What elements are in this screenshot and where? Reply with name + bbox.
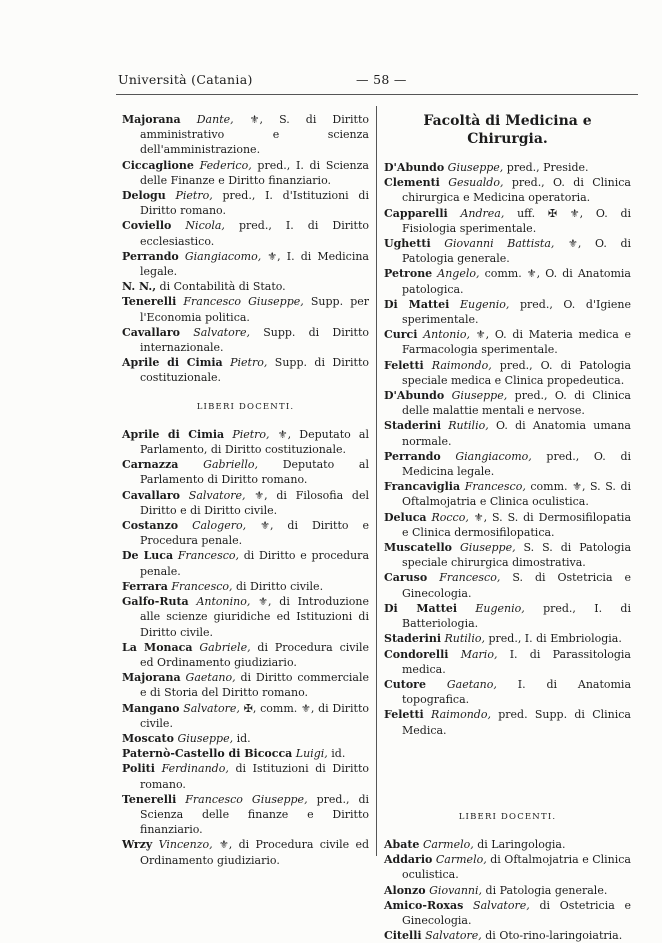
list-item xyxy=(384,631,631,646)
entry-description: pred., O. di Medicina legale. xyxy=(402,449,632,479)
left-docenti-list xyxy=(122,427,369,868)
person-surname: Ferrara xyxy=(122,579,168,593)
person-given-name: Rutilio, xyxy=(448,419,489,433)
person-given-name: Eugenio, xyxy=(475,601,525,615)
list-item xyxy=(122,579,369,594)
left-section-title: LIBERI DOCENTI. xyxy=(196,401,295,412)
entry-description: pred., O. di Clinica chirurgica e Medicina operatoria. xyxy=(402,176,631,205)
entry-description: pred. Supp. di Clinica Medica. xyxy=(402,708,631,737)
entry-description: ⚜, Deputato al Parlamento, di Diritto costituzionale. xyxy=(140,427,369,457)
person-surname: Galfo-Ruta xyxy=(122,595,189,609)
person-given-name: Luigi, xyxy=(295,747,328,761)
person-given-name: Giangiacomo, xyxy=(455,449,532,463)
person-given-name: Francesco, xyxy=(464,480,526,494)
person-surname: De Luca xyxy=(122,549,174,563)
list-item xyxy=(122,188,369,218)
entry-description: ⚜, di Diritto e Procedura penale. xyxy=(140,519,370,548)
person-surname: Di Mattei xyxy=(384,601,458,615)
person-given-name: Salvatore, xyxy=(425,929,482,943)
person-given-name: Francesco, xyxy=(177,549,239,563)
person-surname: Paternò-Castello di Bicocca xyxy=(122,747,293,761)
list-item xyxy=(384,601,631,631)
person-surname: Majorana xyxy=(122,113,181,126)
entry-description: pred., I. di Diritto ecclesiastico. xyxy=(140,219,369,248)
entry-description: ⚜, O. di Materia medica e Farmacologia sperimentale. xyxy=(402,328,631,357)
person-given-name: Rutilio, xyxy=(444,632,485,646)
list-item xyxy=(384,898,631,928)
left-column xyxy=(122,112,369,868)
entry-description: ⚜, I. di Medicina legale. xyxy=(140,249,369,279)
list-item xyxy=(122,761,369,791)
list-item xyxy=(384,449,631,479)
person-given-name: Francesco, xyxy=(171,579,233,593)
column-divider xyxy=(376,106,377,856)
person-given-name: Antonino, xyxy=(196,595,251,609)
person-given-name: Pietro, xyxy=(175,189,213,203)
person-given-name: Dante, xyxy=(196,113,234,126)
person-given-name: Calogero, xyxy=(192,519,247,533)
list-item xyxy=(384,327,631,357)
person-given-name: Carmelo, xyxy=(422,837,474,851)
person-given-name: Giuseppe, xyxy=(459,541,516,555)
person-surname: Capparelli xyxy=(384,206,448,220)
person-surname: Feletti xyxy=(384,708,424,722)
person-given-name: Giovanni, xyxy=(429,883,483,897)
header-rule xyxy=(116,94,638,95)
person-surname: Feletti xyxy=(384,358,424,372)
list-item xyxy=(122,427,369,457)
list-item xyxy=(122,701,369,731)
entry-description: pred., I. di Batteriologia. xyxy=(402,601,631,631)
list-item xyxy=(384,852,631,882)
person-surname: Petrone xyxy=(384,267,433,281)
person-surname: Clementi xyxy=(384,176,440,190)
list-item xyxy=(384,388,631,418)
entry-description: di Diritto e procedura penale. xyxy=(140,549,370,578)
person-surname: D'Abundo xyxy=(384,389,445,403)
list-item xyxy=(122,640,369,670)
list-item xyxy=(122,792,369,838)
person-surname: Staderini xyxy=(384,419,441,433)
person-surname: Addario xyxy=(384,853,433,867)
entry-description: Supp. di Diritto costituzionale. xyxy=(140,356,369,385)
person-given-name: Vincenzo, xyxy=(158,838,213,852)
person-surname: Aprile di Cimia xyxy=(122,427,225,441)
person-surname: Di Mattei xyxy=(384,297,450,311)
person-surname: Cutore xyxy=(384,677,426,691)
person-surname: La Monaca xyxy=(122,640,193,654)
entry-description: Supp. per l'Economia politica. xyxy=(140,295,370,324)
person-given-name: Giuseppe, xyxy=(447,161,504,174)
person-given-name: Raimondo, xyxy=(431,708,491,722)
person-given-name: Salvatore, xyxy=(193,325,250,339)
list-item xyxy=(384,297,631,327)
person-surname: Politi xyxy=(122,762,155,776)
entry-description: di Ostetricia e Ginecologia. xyxy=(402,898,632,927)
person-surname: Delucа xyxy=(384,510,427,524)
entry-description: pred., I. di Embriologia. xyxy=(484,632,622,646)
person-given-name: Ferdinando, xyxy=(161,762,229,776)
entry-description: Supp. di Diritto internazionale. xyxy=(140,325,369,355)
entry-description: pred., O. di Clinica delle malattie mentali e nervose. xyxy=(402,389,631,418)
entry-description: di Laringologia. xyxy=(473,837,566,851)
person-surname: Ughetti xyxy=(384,237,431,251)
list-item xyxy=(122,457,369,487)
person-given-name: Mario, xyxy=(460,647,498,661)
person-given-name: Francesco, xyxy=(439,571,501,585)
entry-description: ⚜, S. di Diritto amministrativo e scienza dell'amministrazione. xyxy=(140,113,369,157)
list-item xyxy=(384,928,631,943)
entry-description: ⚜, di Procedura civile ed Ordinamento giudiziario. xyxy=(140,838,369,867)
faculty-title: Facoltà di Medicina e Chirurgia. xyxy=(423,113,592,147)
person-surname: Muscatello xyxy=(384,541,452,555)
list-item xyxy=(122,294,369,324)
list-item xyxy=(384,418,631,448)
entry-description: pred., I. d'Istituzioni di Diritto romano. xyxy=(140,189,369,218)
person-given-name: Pietro, xyxy=(230,356,268,370)
list-item xyxy=(384,707,631,737)
person-given-name: Angelo, xyxy=(437,267,480,281)
person-given-name: Salvatore, xyxy=(473,898,530,912)
entry-description: ⚜, O. di Patologia generale. xyxy=(402,237,631,266)
list-item xyxy=(384,479,631,509)
person-surname: Majorana xyxy=(122,671,181,685)
person-given-name: Gesualdo, xyxy=(448,176,504,190)
person-surname: N. N., xyxy=(122,280,157,294)
entry-description: di Oftalmojatria e Clinica oculistica. xyxy=(402,853,631,882)
entry-description: pred., O. d'Igiene sperimentale. xyxy=(402,297,631,327)
entry-description: di Procedura civile ed Ordinamento giudiziario. xyxy=(140,640,370,669)
list-item xyxy=(384,570,631,600)
person-surname: Tenerelli xyxy=(122,295,177,309)
entry-description: pred., di Scienza delle finanze e Diritto finanziario. xyxy=(140,792,370,837)
entry-description: O. di Anatomia umana normale. xyxy=(402,419,631,448)
list-item xyxy=(384,358,631,388)
list-item xyxy=(122,112,369,158)
person-given-name: Francesco Giuseppe, xyxy=(185,792,308,806)
person-surname: Mangano xyxy=(122,701,180,715)
entry-description: comm. ⚜, S. S. di Oftalmojatria e Clinica oculistica. xyxy=(402,480,632,509)
list-item xyxy=(122,670,369,700)
person-given-name: Giuseppe, xyxy=(451,389,508,403)
person-surname: Costanzo xyxy=(122,519,179,533)
list-item xyxy=(384,175,631,205)
person-surname: Perrando xyxy=(122,249,179,263)
entry-description: ⚜, di Filosofia del Diritto e di Diritto civile. xyxy=(140,488,369,517)
person-given-name: Antonio, xyxy=(423,328,470,342)
right-docenti-list xyxy=(384,837,631,943)
list-item xyxy=(122,594,369,640)
entry-description: id. xyxy=(233,731,251,745)
list-item xyxy=(122,158,369,188)
list-item xyxy=(384,647,631,677)
person-surname: Condorelli xyxy=(384,647,449,661)
person-surname: Aprile di Cimia xyxy=(122,356,223,370)
list-item xyxy=(384,206,631,236)
person-surname: Alonzo xyxy=(384,883,426,897)
left-entry-list xyxy=(122,112,369,386)
entry-description: di Oto-rino-laringoiatria. xyxy=(481,929,623,943)
spacer xyxy=(384,738,631,796)
person-given-name: Carmelo, xyxy=(435,853,487,867)
person-surname: Abate xyxy=(384,837,420,851)
person-given-name: Gaetano, xyxy=(185,671,236,685)
list-item xyxy=(384,837,631,852)
entry-description: di Patologia generale. xyxy=(482,883,608,897)
person-given-name: Gaetano, xyxy=(446,677,497,691)
person-surname: Amico-Roxas xyxy=(384,898,464,912)
person-given-name: Rocco, xyxy=(431,510,469,524)
person-surname: Cavallaro xyxy=(122,325,181,339)
entry-description: ⚜, di Introduzione alle scienze giuridiche ed Istituzioni di Diritto civile. xyxy=(140,595,369,639)
page-number: — 58 — xyxy=(356,72,407,87)
entry-description: di Istituzioni di Diritto romano. xyxy=(140,762,370,791)
list-item xyxy=(122,837,369,867)
running-head: Università (Catania) xyxy=(118,72,253,87)
person-surname: Ciccaglione xyxy=(122,158,194,172)
person-surname: Caruso xyxy=(384,571,428,585)
entry-description: ⚜, S. S. di Dermosifilopatia e Clinica dermosifilopatica. xyxy=(402,510,631,539)
entry-description: di Contabilità di Stato. xyxy=(156,280,286,294)
person-surname: Perrando xyxy=(384,449,441,463)
list-item xyxy=(122,518,369,548)
list-item xyxy=(384,266,631,296)
person-surname: D'Abundo xyxy=(384,161,445,174)
person-given-name: Raimondo, xyxy=(431,358,492,372)
person-given-name: Giuseppe, xyxy=(177,731,234,745)
person-surname: Citelli xyxy=(384,929,422,943)
person-given-name: Gabriele, xyxy=(199,640,251,654)
right-entry-list xyxy=(384,160,631,738)
entry-description: pred., Preside. xyxy=(503,161,589,174)
list-item xyxy=(384,510,631,540)
person-given-name: Francesco Giuseppe, xyxy=(183,295,304,309)
person-given-name: Federico, xyxy=(199,158,252,172)
list-item xyxy=(122,279,369,294)
entry-description: ✠, comm. ⚜, di Diritto civile. xyxy=(140,701,369,730)
list-item xyxy=(384,160,631,175)
list-item xyxy=(122,488,369,518)
list-item xyxy=(122,548,369,578)
list-item xyxy=(384,883,631,898)
person-given-name: Gabriello, xyxy=(203,458,258,472)
entry-description: S. di Ostetricia e Ginecologia. xyxy=(402,571,631,600)
person-surname: Curci xyxy=(384,328,418,342)
list-item xyxy=(122,731,369,746)
entry-description: S. S. di Patologia speciale chirurgica dimostrativa. xyxy=(402,541,632,570)
entry-description: I. di Anatomia topografica. xyxy=(402,677,632,707)
person-surname: Coviello xyxy=(122,219,172,233)
right-column xyxy=(384,112,631,943)
person-given-name: Salvatore, xyxy=(183,701,240,715)
person-surname: Wrzy xyxy=(122,838,153,852)
person-given-name: Andrea, xyxy=(460,206,505,220)
entry-description: pred., O. di Patologia speciale medica e Clinica propedeutica. xyxy=(402,358,631,387)
list-item xyxy=(122,249,369,279)
person-surname: Moscato xyxy=(122,731,174,745)
person-surname: Delogu xyxy=(122,189,166,203)
entry-description: uff. ✠ ⚜, O. di Fisiologia sperimentale. xyxy=(402,206,631,235)
entry-description: pred., I. di Scienza delle Finanze e Diritto finanziario. xyxy=(140,158,369,187)
list-item xyxy=(122,218,369,248)
list-item xyxy=(122,746,369,761)
entry-description: Deputato al Parlamento di Diritto romano. xyxy=(140,458,370,487)
person-surname: Staderini xyxy=(384,632,441,646)
person-given-name: Giangiacomo, xyxy=(184,249,262,263)
entry-description: di Diritto civile. xyxy=(232,579,324,593)
person-surname: Francaviglia xyxy=(384,480,461,494)
person-surname: Carnazza xyxy=(122,458,179,472)
entry-description: id. xyxy=(327,747,346,761)
entry-description: di Diritto commerciale e di Storia del Diritto romano. xyxy=(140,671,369,700)
list-item xyxy=(122,355,369,385)
person-surname: Cavallaro xyxy=(122,488,181,502)
page-header xyxy=(118,72,638,92)
entry-description: I. di Parassitologia medica. xyxy=(402,647,631,676)
person-surname: Tenerelli xyxy=(122,792,177,806)
person-given-name: Eugenio, xyxy=(459,297,510,311)
person-given-name: Giovanni Battista, xyxy=(444,237,555,251)
person-given-name: Pietro, xyxy=(232,427,270,441)
right-section-title: LIBERI DOCENTI. xyxy=(458,811,557,822)
list-item xyxy=(384,677,631,707)
list-item xyxy=(384,236,631,266)
person-given-name: Salvatore, xyxy=(188,488,246,502)
entry-description: comm. ⚜, O. di Anatomia patologica. xyxy=(402,267,631,296)
person-given-name: Nicola, xyxy=(185,219,225,233)
list-item xyxy=(122,325,369,355)
list-item xyxy=(384,540,631,570)
